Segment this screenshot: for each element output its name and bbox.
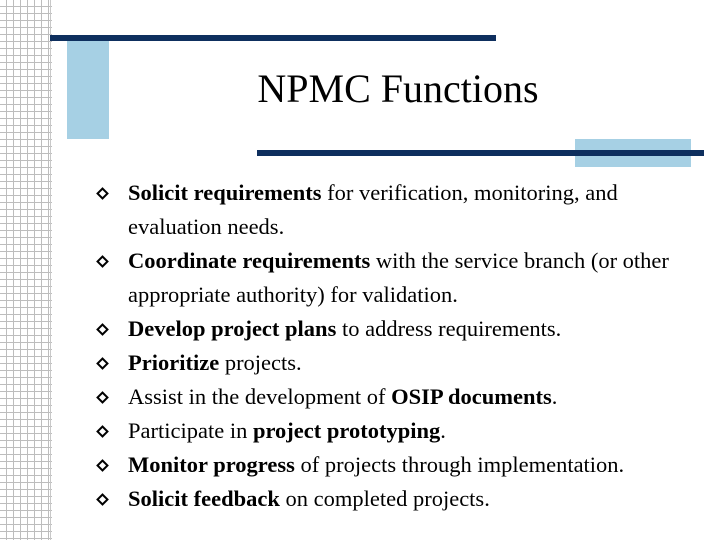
- bullet-item: [98, 482, 698, 516]
- bullet-bold-text: Monitor progress: [128, 452, 295, 477]
- bullet-item: [98, 346, 698, 380]
- bullet-text: .: [440, 418, 446, 443]
- diamond-bullet-icon: [96, 493, 109, 506]
- diamond-bullet-icon: [96, 255, 109, 268]
- bullet-bold-text: OSIP documents: [391, 384, 552, 409]
- bullet-text: to address requirements.: [336, 316, 562, 341]
- bullet-text: projects.: [219, 350, 302, 375]
- diamond-bullet-icon: [96, 323, 109, 336]
- bullet-bold-text: Solicit requirements: [128, 180, 322, 205]
- bullet-text: .: [551, 384, 558, 409]
- bullet-item: [98, 312, 698, 346]
- bullet-text: with the service branch (or other appropriate authority) for validation.: [128, 248, 669, 307]
- diamond-bullet-icon: [96, 459, 109, 472]
- bullet-bold-text: project prototyping: [252, 418, 441, 443]
- bullet-text: Participate in: [128, 418, 253, 443]
- bottom-accent-rule: [257, 150, 704, 156]
- diamond-bullet-icon: [96, 425, 109, 438]
- bullet-item: [98, 414, 698, 448]
- bullet-list: [98, 176, 698, 516]
- bullet-bold-text: Coordinate requirements: [128, 248, 371, 273]
- diamond-bullet-icon: [96, 391, 109, 404]
- bullet-bold-text: Prioritize: [128, 350, 220, 375]
- top-accent-box: [67, 37, 109, 139]
- bullet-text: on completed projects.: [279, 486, 490, 511]
- bullet-bold-text: Develop project plans: [128, 316, 337, 341]
- bullet-item: [98, 244, 698, 312]
- left-stripe-pattern: [0, 0, 52, 540]
- bullet-item: [98, 176, 698, 244]
- bullet-item: [98, 448, 698, 482]
- stripe-edge: [50, 0, 51, 540]
- bullet-text: Assist in the development of: [128, 384, 392, 409]
- bullet-text: of projects through implementation.: [294, 452, 625, 477]
- diamond-bullet-icon: [96, 187, 109, 200]
- bullet-item: [98, 380, 698, 414]
- slide-title: NPMC Functions: [257, 66, 539, 111]
- bullet-text: for verification, monitoring, and evaluation needs.: [128, 180, 618, 239]
- top-accent-rule: [50, 35, 496, 41]
- bullet-bold-text: Solicit feedback: [128, 486, 280, 511]
- diamond-bullet-icon: [96, 357, 109, 370]
